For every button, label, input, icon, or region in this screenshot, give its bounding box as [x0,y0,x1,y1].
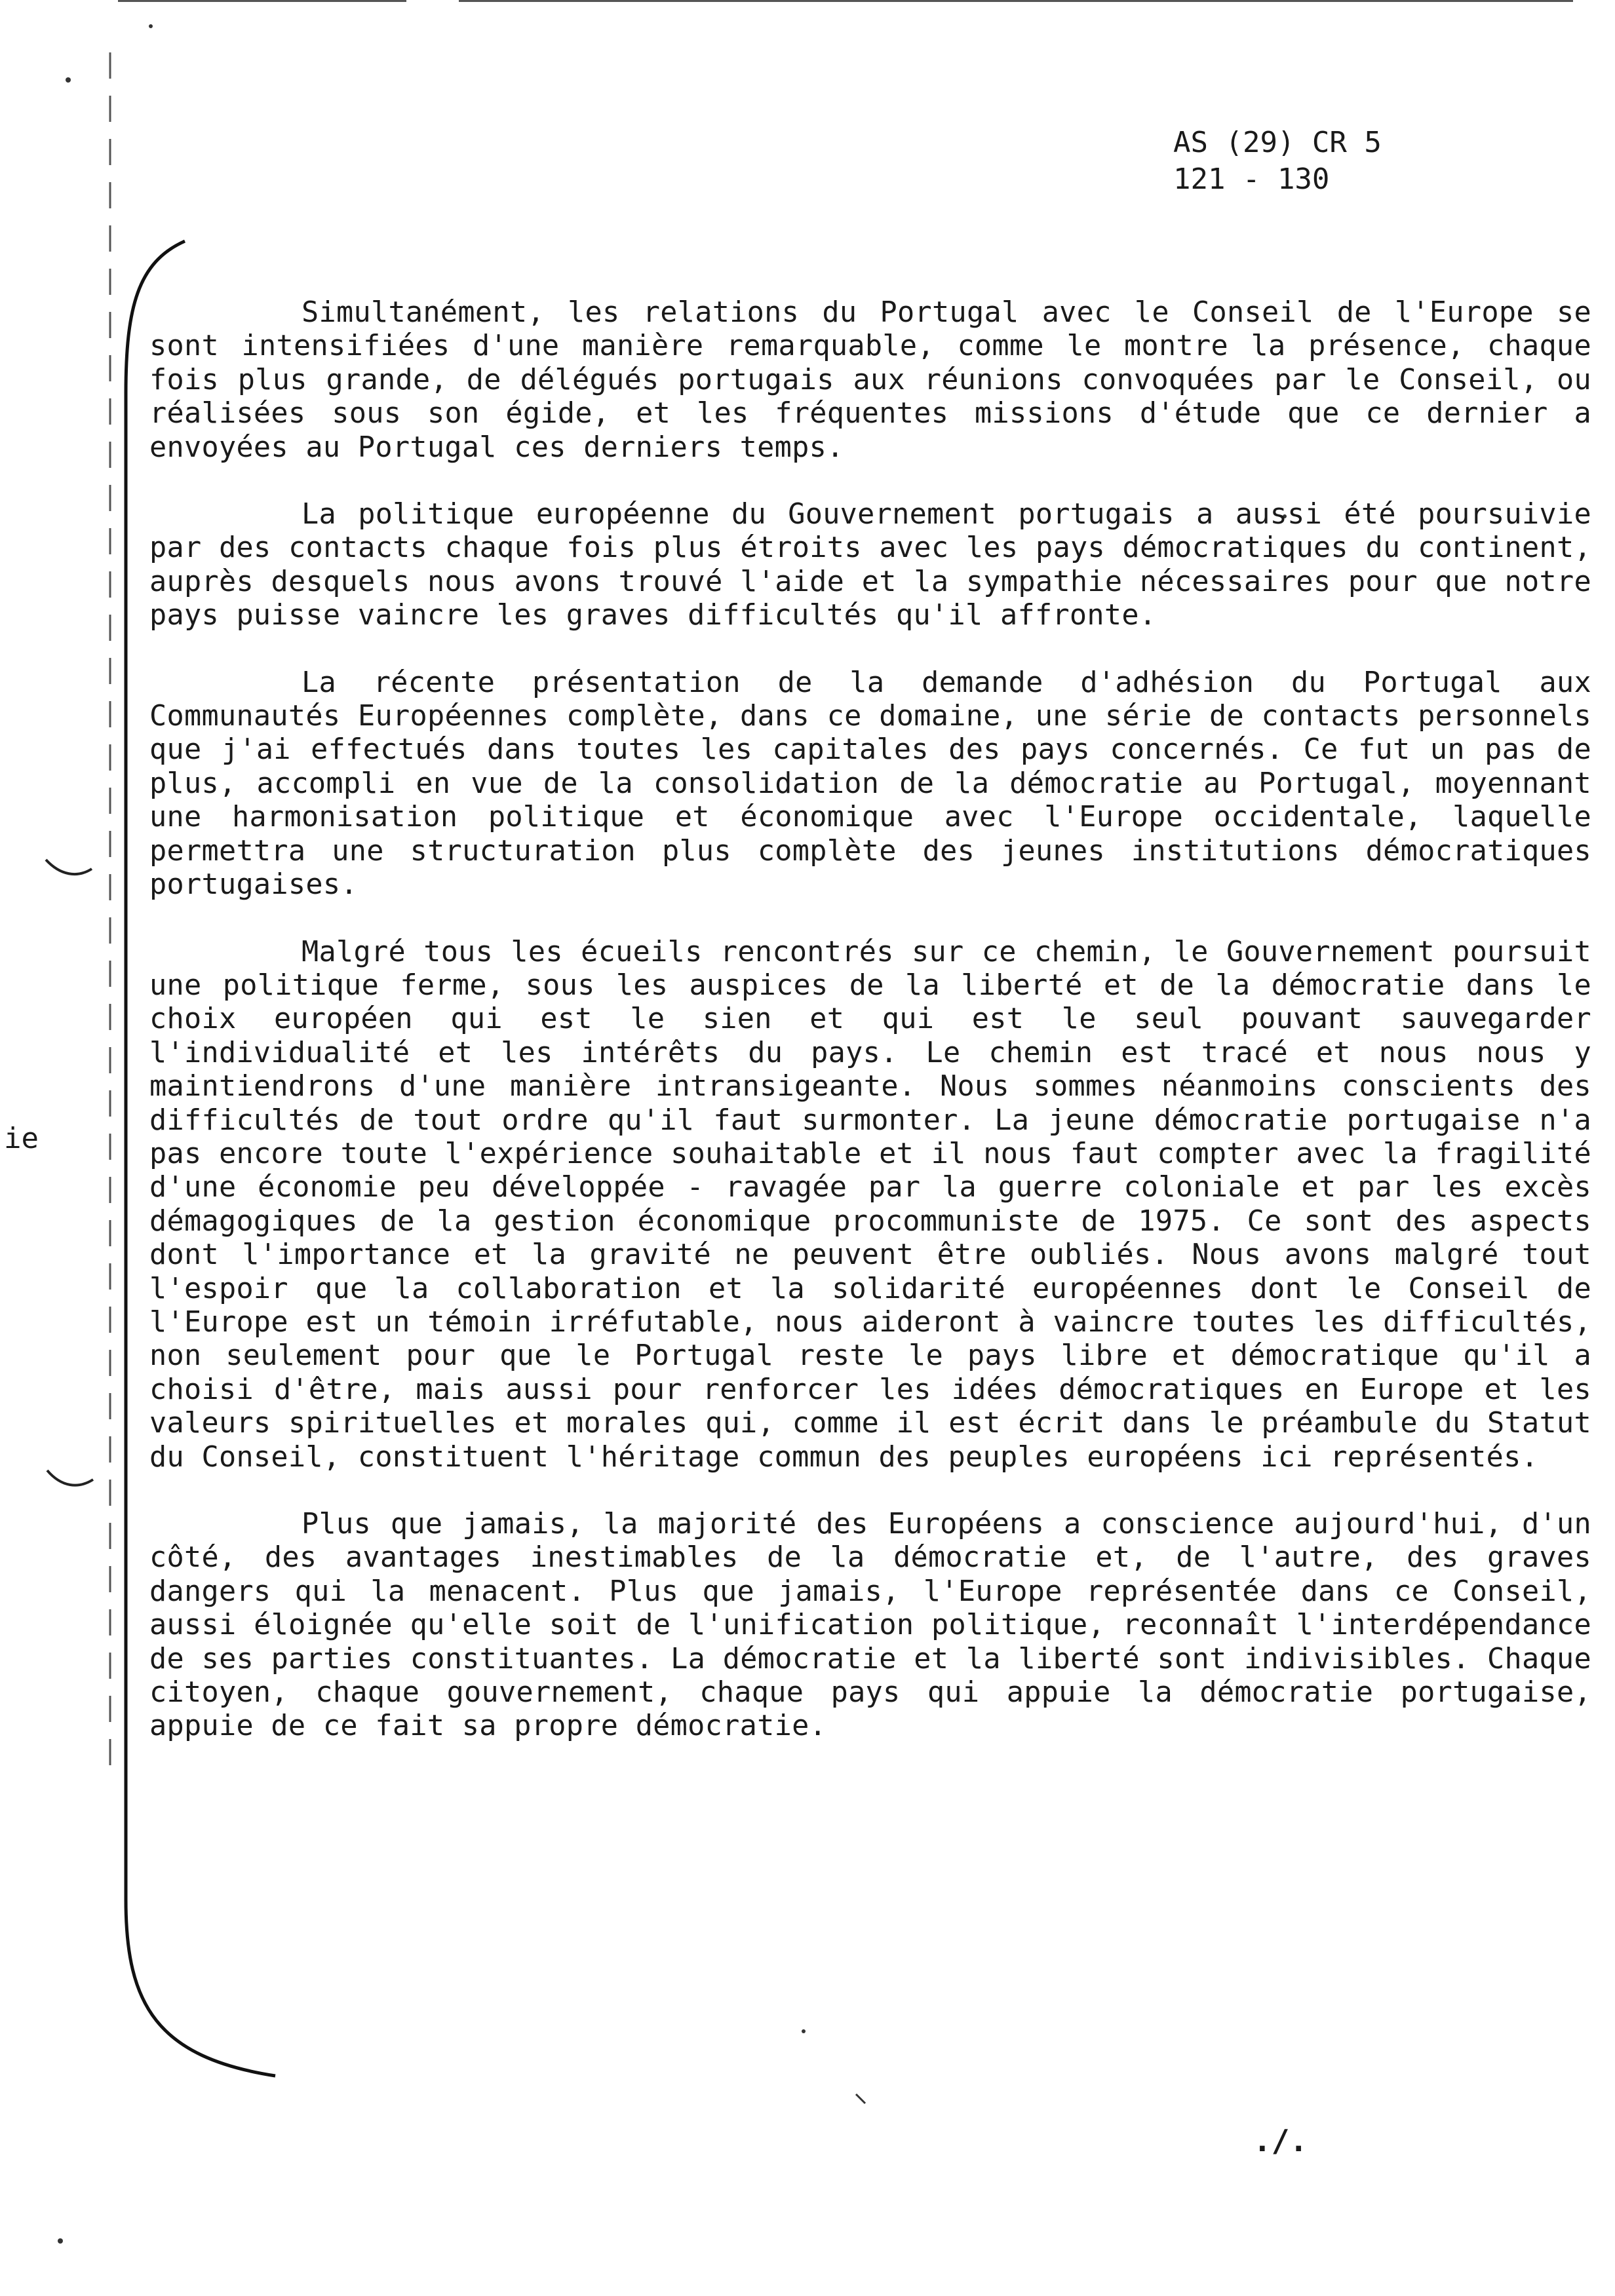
continuation-mark: ./. [1253,2123,1308,2158]
paragraph-5: Plus que jamais, la majorité des Européens a conscience aujourd'hui, d'un côté, des avantages inestimables de la démocratie et, de l'autre, des graves dangers qui la menacent. Plus que jamais, l'Europe représentée dans ce Conseil, aussi éloignée qu'elle soit de l'unification politique, reconnaît l'interdépendance de ses parties constituantes. La démocratie et la liberté sont indivisibles. Chaque citoyen, chaque gouvernement, chaque pays qui appuie la démocratie portugaise, appuie de ce fait sa propre démocratie. [149,1508,1591,1743]
margin-tick [47,1470,93,1485]
speck [149,24,153,28]
paragraph-2: La politique européenne du Gouvernement portugais a aussi été poursuivie par des contacts chaque fois plus étroits avec les pays démocratiques du continent, auprès desquels nous avons trouvé l'aide et la sympathie nécessaires pour que notre pays puisse vaincre les graves difficultés qu'il affronte. [149,498,1591,632]
speck [856,2094,865,2103]
document-reference [1173,124,1382,198]
speck [58,2238,63,2244]
speck [66,77,71,83]
paragraph-1: Simultanément, les relations du Portugal avec le Conseil de l'Europe se sont intensifiées d'une manière remarquable, comme le montre la présence, chaque fois plus grande, de délégués portugais aux réunions convoquées par le Conseil, ou réalisées sous son égide, et les fréquentes missions d'étude que ce dernier a envoyées au Portugal ces derniers temps. [149,296,1591,464]
body-text [149,296,1591,1777]
paragraph-3: La récente présentation de la demande d'adhésion du Portugal aux Communautés Européennes complète, dans ce domaine, une série de contacts personnels que j'ai effectués dans toutes les capitales des pays concernés. Ce fut un pas de plus, accompli en vue de la consolidation de la démocratie au Portugal, moyennant une harmonisation politique et économique avec l'Europe occidentale, laquelle permettra une structuration plus complète des jeunes institutions démocratiques portugaises. [149,666,1591,902]
reference-range: 121 - 130 [1173,163,1330,196]
margin-fragment: ie [4,1122,39,1155]
paragraph-4: Malgré tous les écueils rencontrés sur ce chemin, le Gouvernement poursuit une politique ferme, sous les auspices de la liberté et de la démocratie dans le choix européen qui est le sien et qui est le seul pouvant sauvegarder l'individualité et les intérêts du pays. Le chemin est tracé et nous nous y maintiendrons d'une manière intransigeante. Nous sommes néanmoins conscients des difficultés de tout ordre qu'il faut surmonter. La jeune démocratie portugaise n'a pas encore toute l'expérience souhaitable et il nous faut compter avec la fragilité d'une économie peu développée - ravagée par la guerre coloniale et par les excès démagogiques de la gestion économique procommuniste de 1975. Ce sont des aspects dont l'importance et la gravité ne peuvent être oubliés. Nous avons malgré tout l'espoir que la collaboration et la solidarité européennes dont le Conseil de l'Europe est un témoin irréfutable, nous aideront à vaincre toutes les difficultés, non seulement pour que le Portugal reste le pays libre et démocratique qu'il a choisi d'être, mais aussi pour renforcer les idées démocratiques en Europe et les valeurs spirituelles et morales qui, comme il est écrit dans le préambule du Statut du Conseil, constituent l'héritage commun des peuples européens ici représentés. [149,935,1591,1474]
margin-tick [46,860,92,874]
reference-code: AS (29) CR 5 [1173,126,1382,159]
speck [802,2029,806,2033]
